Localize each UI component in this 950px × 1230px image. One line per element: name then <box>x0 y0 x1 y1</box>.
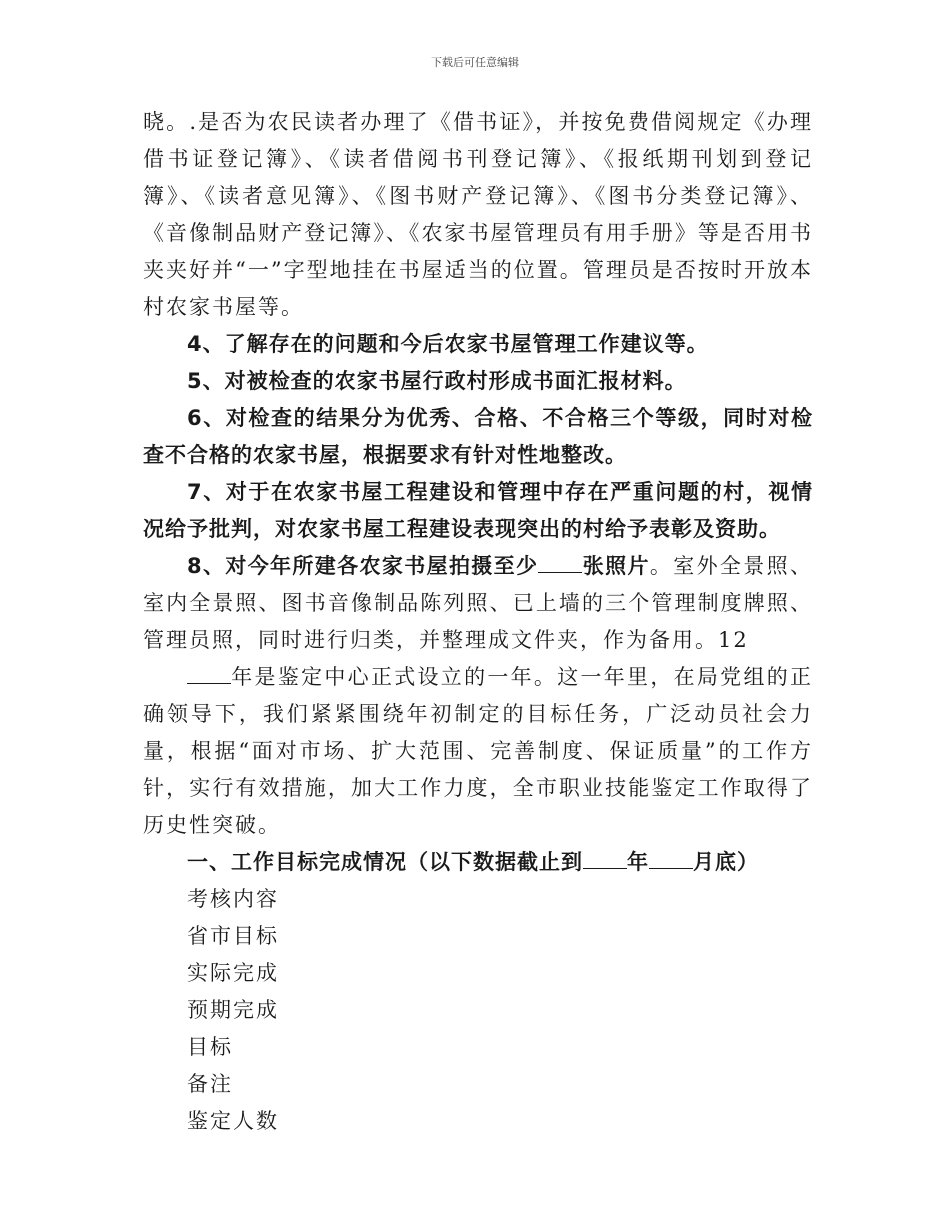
item-8-details: 。室外全景照、室内全景照、图书音像制品陈列照、已上墙的三个管理制度牌照、管理员照，同时进行归类，并整理成文件夹，作为备用。12 <box>143 554 814 652</box>
item-8-bold-tail: 张照片 <box>582 554 650 578</box>
blank-underline <box>187 665 231 684</box>
item-8-bold-lead: 8、对今年所建各农家书屋拍摄至少 <box>187 554 539 578</box>
section-heading-month: 月底） <box>693 850 759 874</box>
blank-underline <box>538 554 582 573</box>
section-heading-lead: 一、工作目标完成情况（以下数据截止到 <box>187 850 583 874</box>
summary-text: 年是鉴定中心正式设立的一年。这一年里，在局党组的正确领导下，我们紧紧围绕年初制定的目标任务，广泛动员社会力量，根据“面对市场、扩大范围、完善制度、保证质量”的工作方针，实行有效措施，加大工作力度，全市职业技能鉴定工作取得了历史性突破。 <box>143 665 813 837</box>
document-body <box>143 104 813 1140</box>
paragraph-item-6: 6、对检查的结果分为优秀、合格、不合格三个等级，同时对检查不合格的农家书屋，根据要求有针对性地整改。 <box>143 406 813 467</box>
paragraph-item-5: 5、对被检查的农家书屋行政村形成书面汇报材料。 <box>187 369 687 393</box>
list-item: 目标 <box>187 1035 233 1059</box>
paragraph-library-cards: 晓。.是否为农民读者办理了《借书证》，并按免费借阅规定《办理借书证登记簿》、《读者借阅书刊登记簿》、《报纸期刊划到登记簿》、《读者意见簿》、《图书财产登记簿》、《图书分类登记簿》、《音像制品财产登记簿》、《农家书屋管理员有用手册》等是否用书夹夹好并“一”字型地挂在书屋适当的位置。管理员是否按时开放本村农家书屋等。 <box>143 110 813 319</box>
paragraph-item-4: 4、了解存在的问题和今后农家书屋管理工作建议等。 <box>187 332 709 356</box>
page-header: 下载后可任意编辑 <box>431 56 519 69</box>
paragraph-summary <box>143 659 813 844</box>
list-item: 预期完成 <box>187 998 279 1022</box>
section-heading-1 <box>143 844 813 881</box>
section-heading-year: 年 <box>627 850 649 874</box>
blank-underline <box>583 850 627 869</box>
list-item: 考核内容 <box>187 887 279 911</box>
list-item: 省市目标 <box>187 924 279 948</box>
paragraph-item-8 <box>143 548 813 659</box>
list-item: 实际完成 <box>187 961 279 985</box>
list-item: 备注 <box>187 1072 233 1096</box>
paragraph-item-7: 7、对于在农家书屋工程建设和管理中存在严重问题的村，视情况给予批判，对农家书屋工程建设表现突出的村给予表彰及资助。 <box>143 480 813 541</box>
list-item: 鉴定人数 <box>187 1109 279 1133</box>
blank-underline <box>649 850 693 869</box>
